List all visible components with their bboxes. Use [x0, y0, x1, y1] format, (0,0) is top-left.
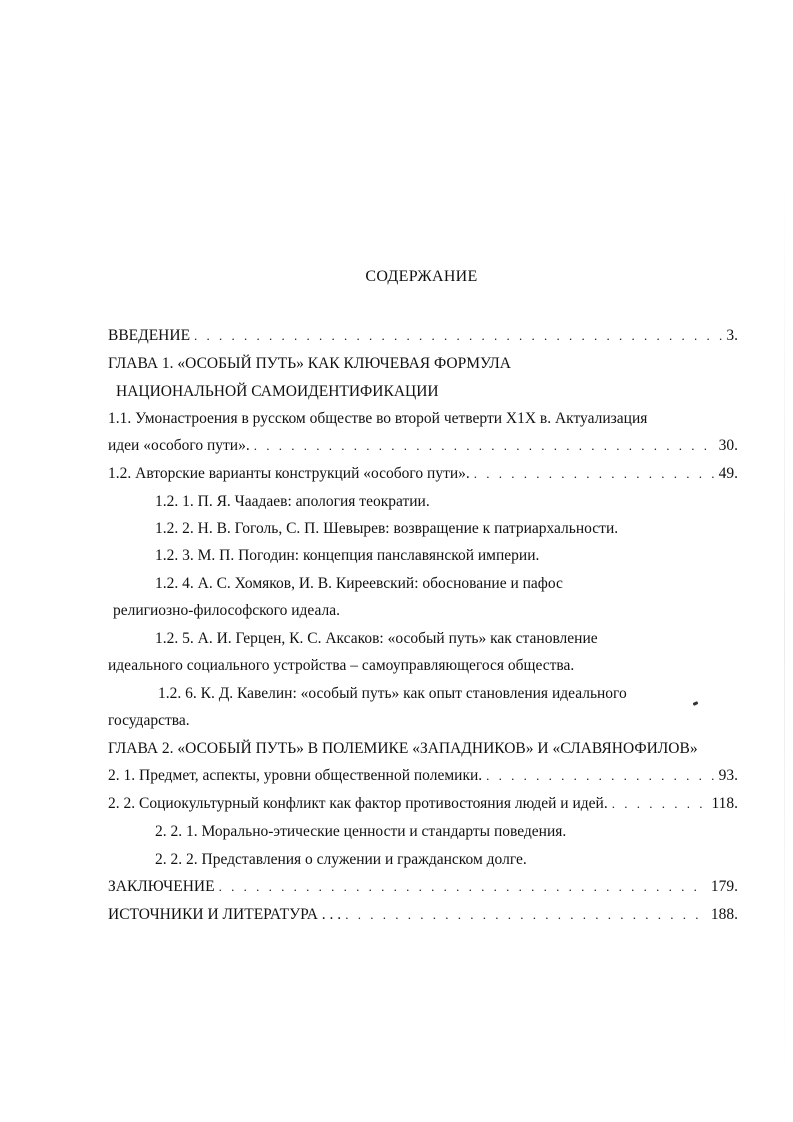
toc-entry-text: 2. 2. Социокультурный конфликт как фактор противостояния людей и идей. — [108, 795, 608, 812]
page-title: СОДЕРЖАНИЕ — [365, 268, 478, 285]
toc-entry-section-1-2 — [108, 464, 738, 484]
toc-section-1-1-line-1: 1.1. Умонастроения в русском обществе во второй четверти Х1Х в. Актуализация — [108, 410, 648, 427]
toc-subsection-1-2-2: 1.2. 2. Н. В. Гоголь, С. П. Шевырев: возвращение к патриархальности. — [155, 520, 619, 537]
dot-leader — [194, 326, 722, 346]
toc-entry-text: идеи «особого пути». — [108, 437, 250, 454]
toc-entry-section-1-1 — [108, 436, 738, 456]
toc-entry-text: 1.2. Авторские варианты конструкций «особого пути». — [108, 465, 470, 482]
dot-leader — [612, 794, 708, 814]
toc-entry-section-2-1 — [108, 766, 738, 786]
scan-edge-shadow — [784, 180, 785, 1080]
dot-leader — [219, 877, 707, 897]
dot-leader — [254, 436, 715, 456]
toc-page-number: 49. — [718, 465, 738, 482]
toc-page-number: 30. — [718, 437, 738, 454]
toc-subsection-1-2-1: 1.2. 1. П. Я. Чаадаев: апология теократии. — [155, 493, 430, 510]
toc-entry-text: ИСТОЧНИКИ И ЛИТЕРАТУРА . . . — [108, 906, 342, 923]
toc-entry-text: ВВЕДЕНИЕ — [108, 327, 191, 344]
toc-chapter-1-line-1: ГЛАВА 1. «ОСОБЫЙ ПУТЬ» КАК КЛЮЧЕВАЯ ФОРМУЛА — [108, 355, 511, 372]
toc-subsection-1-2-5-line-2: идеального социального устройства – самоуправляющегося общества. — [108, 657, 575, 674]
toc-entry-text: ЗАКЛЮЧЕНИЕ — [108, 878, 215, 895]
scan-speck — [693, 701, 699, 706]
toc-entry-introduction — [108, 326, 738, 346]
toc-subsection-1-2-5-line-1: 1.2. 5. А. И. Герцен, К. С. Аксаков: «особый путь» как становление — [155, 630, 598, 647]
toc-page-number: 188. — [710, 906, 738, 923]
toc-subsection-1-2-4-line-2: религиозно-философского идеала. — [113, 602, 340, 619]
dot-leader — [486, 766, 714, 786]
toc-page-number: 118. — [711, 795, 738, 812]
toc-entry-section-2-2 — [108, 794, 738, 814]
toc-subsection-1-2-6-line-2: государства. — [108, 712, 190, 729]
toc-entry-conclusion — [108, 877, 738, 897]
toc-chapter-2: ГЛАВА 2. «ОСОБЫЙ ПУТЬ» В ПОЛЕМИКЕ «ЗАПАДНИКОВ» И «СЛАВЯНОФИЛОВ» — [108, 740, 698, 757]
dot-leader — [345, 905, 707, 925]
toc-subsection-2-2-1: 2. 2. 1. Морально-этические ценности и стандарты поведения. — [155, 823, 567, 840]
dot-leader — [474, 464, 715, 484]
toc-page-number: 179. — [710, 878, 738, 895]
toc-chapter-1-line-2: НАЦИОНАЛЬНОЙ САМОИДЕНТИФИКАЦИИ — [116, 383, 439, 400]
toc-page-number: 93. — [718, 767, 738, 784]
toc-subsection-1-2-4-line-1: 1.2. 4. А. С. Хомяков, И. В. Киреевский: обоснование и пафос — [155, 575, 563, 592]
toc-entry-sources — [108, 905, 738, 925]
toc-entry-text: 2. 1. Предмет, аспекты, уровни общественной полемики. — [108, 767, 483, 784]
toc-page-number: 3. — [726, 327, 738, 344]
toc-subsection-1-2-6-line-1: 1.2. 6. К. Д. Кавелин: «особый путь» как опыт становления идеального — [158, 685, 627, 702]
toc-subsection-1-2-3: 1.2. 3. М. П. Погодин: концепция панславянской империи. — [155, 547, 540, 564]
toc-subsection-2-2-2: 2. 2. 2. Представления о служении и гражданском долге. — [155, 851, 527, 868]
